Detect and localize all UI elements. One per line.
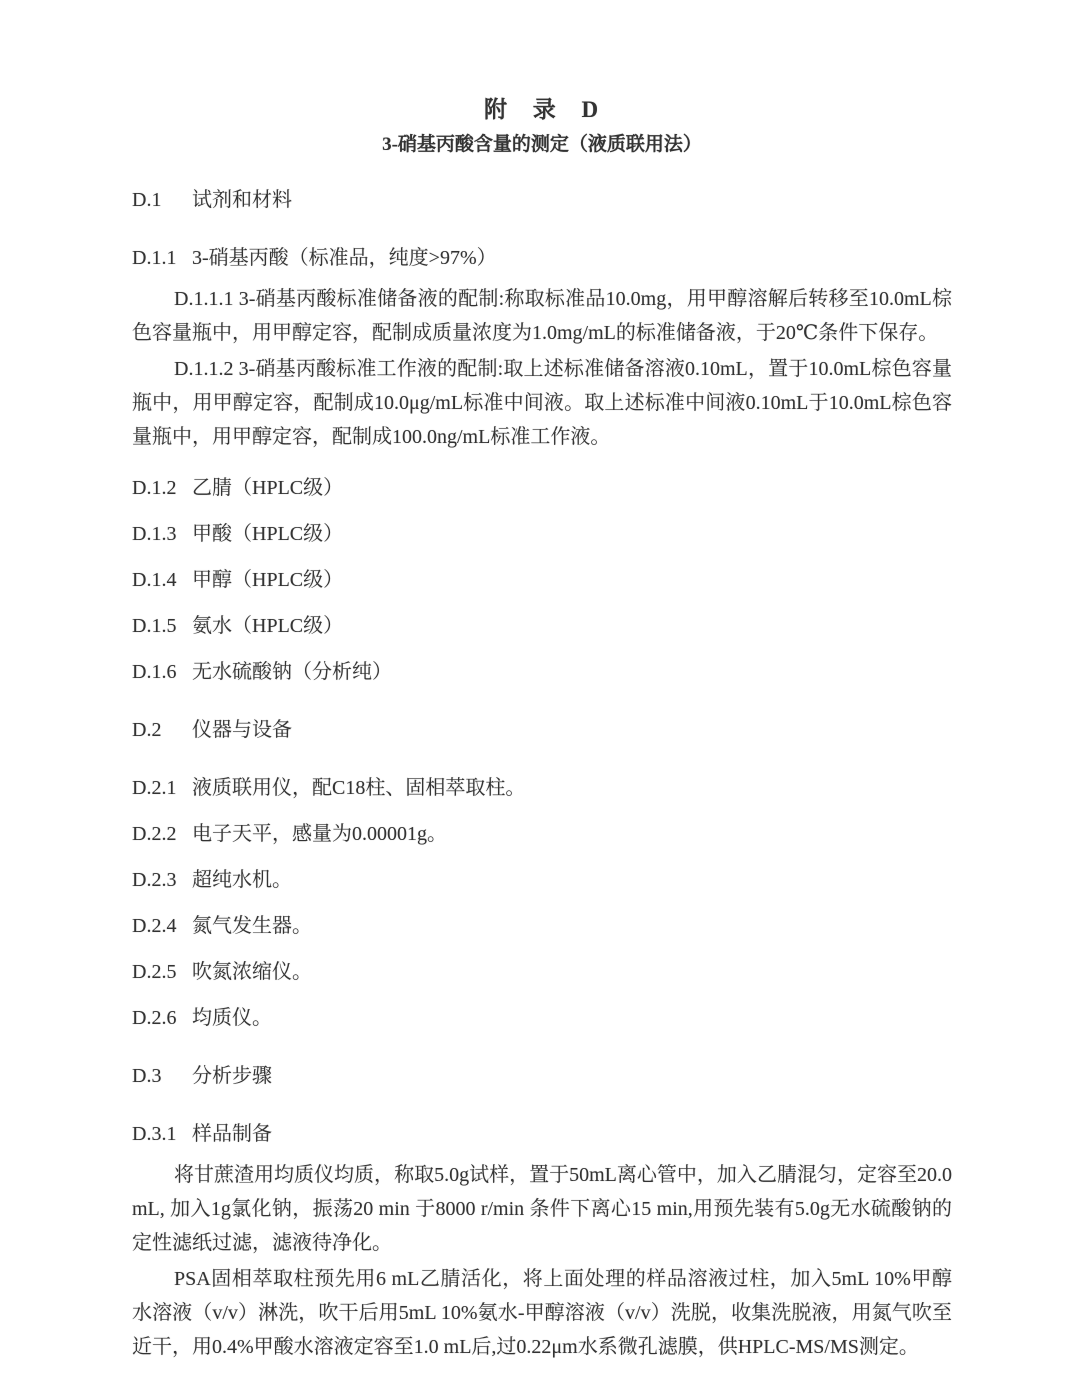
clause-number: D.2.3	[132, 869, 177, 891]
heading-d-1-6	[132, 638, 952, 684]
clause-title: 甲醇（HPLC级）	[192, 569, 344, 591]
paragraph-d-1-1-2: D.1.1.2 3-硝基丙酸标准工作液的配制:取上述标准储备溶液0.10mL，置于10.0mL棕色容量瓶中，用甲醇定容，配制成10.0μg/mL标准中间液。取上述标准中间液0.10mL于10.0mL棕色容量瓶中，用甲醇定容，配制成100.0ng/mL标准工作液。	[132, 358, 952, 448]
heading-d-1-2	[132, 454, 952, 500]
clause-title: 试剂和材料	[192, 189, 292, 211]
clause-title: 液质联用仪，配C18柱、固相萃取柱。	[192, 777, 526, 799]
heading-d-1-5	[132, 592, 952, 638]
clause-number: D.3	[132, 1065, 162, 1087]
heading-d-3	[132, 1030, 952, 1088]
heading-d-2-4	[132, 892, 952, 938]
clause-number: D.1.1	[132, 247, 177, 269]
heading-d-2-6	[132, 984, 952, 1030]
paragraph-sample-preparation: 将甘蔗渣用均质仪均质，称取5.0g试样，置于50mL离心管中，加入乙腈混匀，定容至20.0 mL, 加入1g氯化钠，振荡20 min 于8000 r/min 条件下离心15 min,用预先装有5.0g无水硫酸钠的定性滤纸过滤，滤液待净化。	[132, 1164, 952, 1254]
heading-d-1	[132, 158, 952, 212]
appendix-subtitle: 3-硝基丙酸含量的测定（液质联用法）	[382, 134, 702, 155]
clause-number: D.2.4	[132, 915, 177, 937]
paragraph-d-1-1-1: D.1.1.1 3-硝基丙酸标准储备液的配制:称取标准品10.0mg，用甲醇溶解后转移至10.0mL棕色容量瓶中，用甲醇定容，配制成质量浓度为1.0mg/mL的标准储备液，于20℃条件下保存。	[132, 288, 952, 344]
clause-title: 样品制备	[192, 1123, 272, 1145]
heading-d-2-5	[132, 938, 952, 984]
heading-d-1-3	[132, 500, 952, 546]
clause-number: D.2.1	[132, 777, 177, 799]
clause-number: D.1.5	[132, 615, 177, 637]
clause-number: D.2.6	[132, 1007, 177, 1029]
clause-number: D.1.2	[132, 477, 177, 499]
heading-d-2	[132, 684, 952, 742]
heading-d-3-1	[132, 1088, 952, 1146]
heading-d-2-3	[132, 846, 952, 892]
heading-d-2-2	[132, 800, 952, 846]
clause-number: D.1.4	[132, 569, 177, 591]
clause-number: D.1.3	[132, 523, 177, 545]
clause-number: D.1.6	[132, 661, 177, 683]
paragraph-spe-cleanup: PSA固相萃取柱预先用6 mL乙腈活化，将上面处理的样品溶液过柱，加入5mL 10%甲醇水溶液（v/v）淋洗，吹干后用5mL 10%氨水-甲醇溶液（v/v）洗脱，收集洗脱液，用氮气吹至近干，用0.4%甲酸水溶液定容至1.0 mL后,过0.22μm水系微孔滤膜，供HPLC-MS/MS测定。	[132, 1268, 952, 1358]
clause-title: 3-硝基丙酸（标准品，纯度>97%）	[192, 247, 497, 269]
appendix-title: 附 录 D	[483, 97, 601, 122]
clause-title: 均质仪。	[192, 1007, 272, 1029]
clause-title: 吹氮浓缩仪。	[192, 961, 312, 983]
heading-d-1-4	[132, 546, 952, 592]
clause-number: D.2.5	[132, 961, 177, 983]
clause-number: D.2.2	[132, 823, 177, 845]
clause-title: 分析步骤	[192, 1065, 272, 1087]
clause-title: 无水硫酸钠（分析纯）	[192, 661, 392, 683]
clause-title: 氨水（HPLC级）	[192, 615, 344, 637]
heading-d-1-1	[132, 212, 952, 270]
clause-title: 乙腈（HPLC级）	[192, 477, 344, 499]
clause-number: D.2	[132, 719, 162, 741]
clause-title: 氮气发生器。	[192, 915, 312, 937]
clause-title: 仪器与设备	[192, 719, 292, 741]
clause-number: D.1	[132, 189, 162, 211]
clause-number: D.3.1	[132, 1123, 177, 1145]
clause-title: 超纯水机。	[192, 869, 292, 891]
clause-title: 甲酸（HPLC级）	[192, 523, 344, 545]
clause-title: 电子天平，感量为0.00001g。	[192, 823, 447, 845]
heading-d-2-1	[132, 742, 952, 800]
